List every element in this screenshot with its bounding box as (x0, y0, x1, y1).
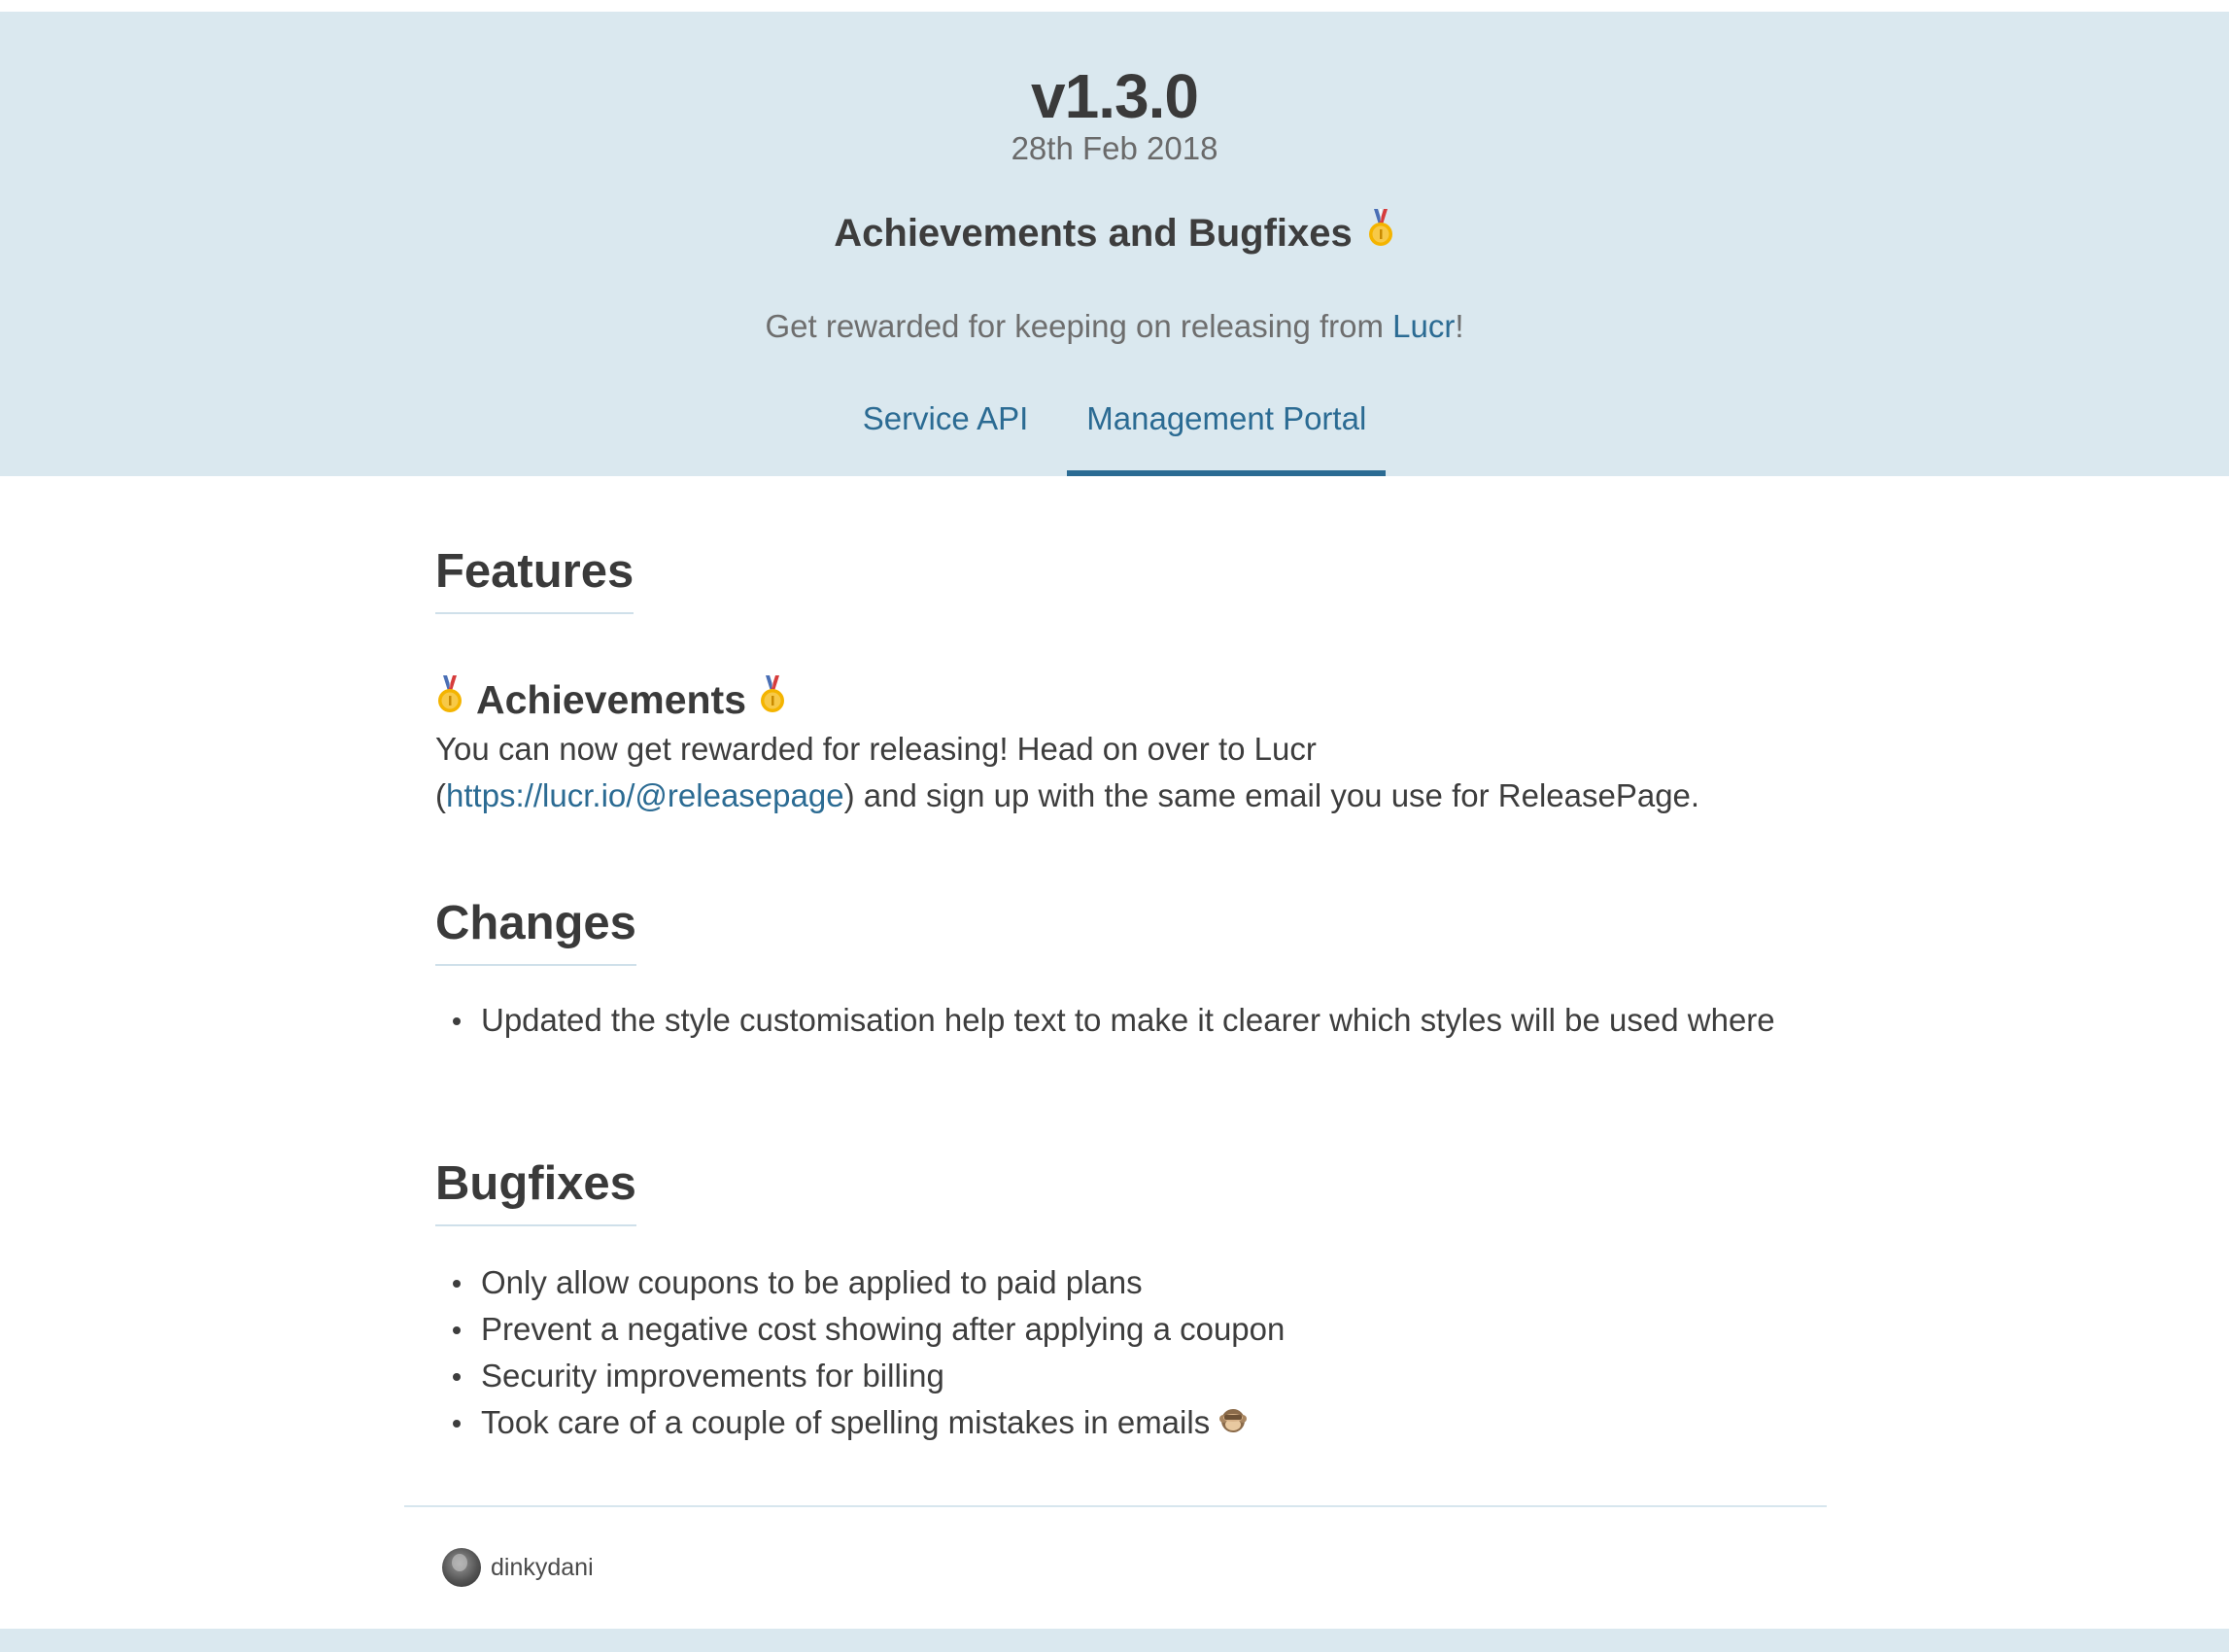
achievements-text-2: ) and sign up with the same email you use for ReleasePage. (843, 777, 1700, 813)
top-strip (0, 0, 2229, 12)
medal-icon (758, 675, 787, 724)
tab-bar (0, 400, 2229, 476)
subtitle-text: Get rewarded for keeping on releasing from (765, 308, 1393, 344)
tab-service-api[interactable]: Service API (862, 400, 1029, 436)
achievements-heading (435, 675, 1815, 724)
version-number: v1.3.0 (1031, 61, 1198, 131)
bugfixes-heading: Bugfixes (435, 1156, 636, 1226)
footer-divider (404, 1505, 1827, 1507)
list-item: Security improvements for billing (435, 1353, 1815, 1399)
changes-section (435, 896, 636, 966)
medal-icon (1366, 209, 1395, 258)
lucr-profile-link[interactable]: https://lucr.io/@releasepage (446, 777, 844, 813)
features-heading: Features (435, 544, 634, 614)
release-title (0, 209, 2229, 258)
list-item (435, 1399, 1815, 1448)
achievements-description (435, 726, 1815, 819)
features-section (435, 544, 634, 614)
list-item: Prevent a negative cost showing after applying a coupon (435, 1306, 1815, 1353)
achievements-section (435, 675, 1815, 819)
release-date: 28th Feb 2018 (1011, 130, 1218, 166)
avatar (442, 1548, 481, 1587)
bugfixes-section (435, 1156, 636, 1226)
list-item: Updated the style customisation help text to make it clearer which styles will be used where (435, 997, 1815, 1044)
release-subtitle (0, 308, 2229, 345)
list-item-text: Took care of a couple of spelling mistakes in emails (481, 1404, 1211, 1440)
list-item: Only allow coupons to be applied to paid plans (435, 1259, 1815, 1306)
achievements-open-paren: ( (435, 777, 446, 813)
see-no-evil-monkey-icon (1218, 1401, 1248, 1448)
medal-icon (435, 675, 464, 724)
release-header (0, 12, 2229, 476)
achievements-title: Achievements (476, 676, 747, 722)
tab-management-portal[interactable]: Management Portal (1067, 400, 1386, 476)
author-credit[interactable] (442, 1548, 594, 1587)
changes-list (435, 997, 1815, 1044)
release-notes (0, 476, 2229, 1629)
achievements-text-1: You can now get rewarded for releasing! Head on over to Lucr (435, 731, 1317, 767)
author-name: dinkydani (491, 1553, 594, 1581)
release-title-text: Achievements and Bugfixes (834, 211, 1353, 255)
changes-heading: Changes (435, 896, 636, 966)
subtitle-suffix: ! (1455, 308, 1464, 344)
bugfixes-list (435, 1259, 1815, 1448)
lucr-link[interactable]: Lucr (1392, 308, 1456, 344)
footer-band (0, 1629, 2229, 1652)
